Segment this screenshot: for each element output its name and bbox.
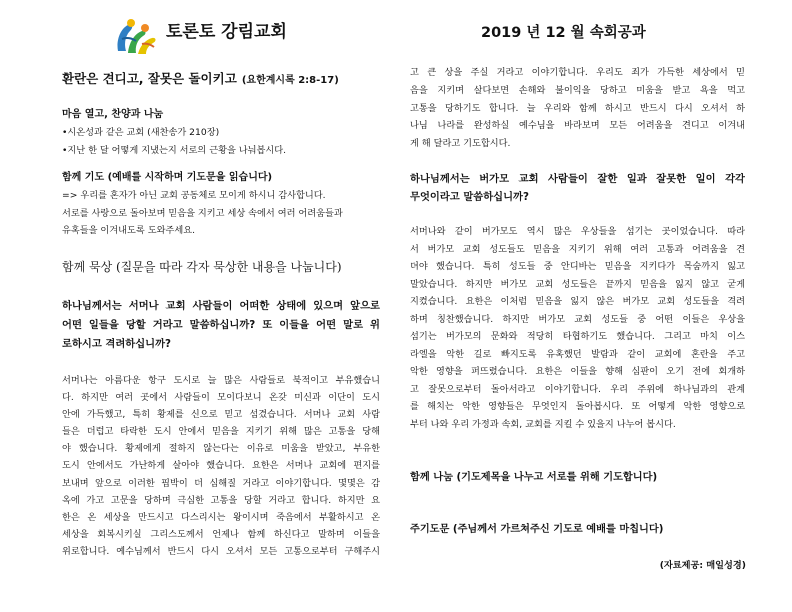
opening-list	[62, 124, 380, 159]
answer-line: 서머나는 아름다운 항구 도시로 늘 많은 사람들로 북적이고 부유했습니	[62, 375, 380, 386]
answer-line: 말았습니다. 하지만 버가모 교회 성도들은 끝까지 믿음을 잃지 않고 굳게	[410, 278, 745, 290]
answer-line: 세상을 회복시키실 그리스도께서 언제나 함께 하신다고 말하며 이들을	[62, 528, 380, 540]
answer-line: 뎌야 했습니다. 특히 성도들 중 안디바는 믿음을 지키다가 목숨까지 잃고	[410, 261, 745, 273]
church-name: 토론토 강림교회	[166, 22, 287, 42]
answer-line: 를 해치는 악한 영향들은 무엇인지 돌아봅시다. 또 어떻게 악한 영향으로	[410, 401, 745, 413]
meditation-heading: 함께 묵상 (질문을 따라 각자 묵상한 내용을 나눕니다)	[62, 260, 342, 274]
sharing-heading: 함께 나눔 (기도제목을 나누고 서로를 위해 기도합니다)	[410, 472, 658, 483]
church-logo	[112, 17, 160, 57]
answer-1-part-2	[410, 64, 745, 153]
answer-line: 섬기는 버가모의 문화와 적당히 타협하기도 했습니다. 그리고 마치 이스	[410, 331, 745, 343]
answer-line: 보내며 앞으로 이러한 핍박이 더 심해질 거라고 이야기합니다. 몇몇은 감	[62, 477, 380, 489]
question-line: 하나님께서는 서머나 교회 사람들이 어떠한 상태에 있으며 앞으로	[62, 300, 380, 312]
answer-line: 들은 더럽고 타락한 도시 안에서 믿음을 지키기 위해 많은 고통을 당해	[62, 426, 380, 438]
answer-line: 옥에 가고 고문을 당하며 극심한 고통을 당할 거라고 합니다. 하지만 요	[62, 494, 380, 506]
sharing-item: •지난 한 달 어떻게 지냈는지 서로의 근황을 나눠봅시다.	[62, 144, 287, 156]
answer-line: 게 해 달라고 기도합시다.	[410, 138, 511, 149]
question-line: 어떤 일들을 당할 거라고 말씀하십니까? 또 이들을 어떤 말로 위	[62, 319, 380, 331]
question-line: 무엇이라고 말씀하십니까?	[410, 190, 529, 203]
answer-line: 지켰습니다. 요한은 이처럼 믿음을 잃지 않은 버가모 교회 성도들을 격려	[410, 296, 745, 308]
answer-line: 도시 안에서도 가난하게 살아야 했습니다. 요한은 서머나 교회에 편지를	[62, 460, 380, 472]
source-credit: (자료제공: 매일성경)	[659, 560, 746, 571]
hymn-item: •시온성과 같은 교회 (새찬송가 210장)	[62, 127, 220, 138]
answer-line: 나님 나라를 완성하실 예수님을 바라보며 모든 어려움을 견디고 이겨내	[410, 120, 745, 132]
answer-line: 위로합니다. 예수님께서 반드시 다시 오셔서 모든 고통으로부터 구해주시	[62, 545, 380, 557]
answer-line: 안에 가득했고, 특히 황제를 신으로 믿고 섬겼습니다. 서머나 교회 사람	[62, 409, 380, 421]
prayer-line: 유혹들을 이겨내도록 도와주세요.	[62, 225, 196, 237]
answer-line: 야 했습니다. 황제에게 절하지 않는다는 이유로 미움을 받았고, 부유한	[62, 443, 380, 455]
lesson-title	[62, 69, 380, 90]
prayer-heading: 함께 기도 (예배를 시작하며 기도문을 읽습니다)	[62, 172, 273, 183]
question-1	[62, 297, 380, 354]
answer-line: 한은 온 세상을 만드시고 다스리시는 왕이시며 죽음에서 부활하시고 온	[62, 511, 380, 523]
question-line: 하나님께서는 버가모 교회 사람들이 잘한 일과 잘못한 일이 각각	[410, 173, 745, 185]
answer-line: 고 잘못으로부터 돌아서라고 이야기합니다. 우리 주위에 하나님과의 관계	[410, 383, 745, 395]
prayer-line: => 우리를 혼자가 아닌 교회 공동체로 모이게 하시니 감사합니다.	[62, 190, 326, 201]
answer-line: 고통을 당하기도 합니다. 늘 우리와 함께 하시고 반드시 다시 오셔서 하	[410, 102, 745, 114]
question-line: 로하시고 격려하십니까?	[62, 338, 172, 350]
prayer-text	[62, 187, 380, 240]
answer-line: 음을 지키며 살다보면 손해와 불이익을 당하고 미움을 받고 욕을 먹고	[410, 84, 745, 96]
answer-line: 고 큰 상을 주실 거라고 이야기합니다. 우리도 죄가 가득한 세상에서 믿	[410, 67, 745, 78]
prayer-line: 서로를 사랑으로 돌아보며 믿음을 지키고 세상 속에서 여러 어려움들과	[62, 207, 343, 219]
answer-2	[410, 223, 745, 434]
scripture-reference: (요한계시록 2:8-17)	[241, 75, 339, 86]
answer-line: 악한 영향을 퍼뜨렸습니다. 요한은 이들을 향해 심판이 오기 전에 회개하	[410, 366, 745, 378]
issue-title: 2019 년 12 월 속회공과	[481, 25, 646, 41]
closing-prayer-heading: 주기도문 (주님께서 가르쳐주신 기도로 예배를 마칩니다)	[410, 524, 664, 535]
answer-line: 서 버가모 교회 성도들도 믿음을 지키기 위해 여러 고통과 어려움을 견	[410, 243, 745, 255]
answer-1-part-1	[62, 372, 380, 560]
answer-line: 라엘을 악한 길로 빠지도록 유혹했던 발람과 같이 교회에 혼란을 주고	[410, 348, 745, 360]
answer-line: 다. 하지만 여러 곳에서 사람들이 모이다보니 온갖 미신과 이단이 도시	[62, 392, 380, 404]
answer-line: 부터 나와 우리 가정과 속회, 교회를 지킬 수 있을지 나누어 봅시다.	[410, 419, 676, 431]
question-2	[410, 171, 745, 206]
lesson-title-main: 환란은 견디고, 잘못은 돌이키고	[62, 71, 237, 86]
answer-line: 서머나와 같이 버가모도 역시 많은 우상들을 섬기는 곳이었습니다. 따라	[410, 226, 745, 237]
answer-line: 하며 칭찬했습니다. 하지만 버가모 교회 성도들 중 어떤 이들은 우상을	[410, 313, 745, 325]
opening-heading: 마음 열고, 찬양과 나눔	[62, 109, 164, 120]
